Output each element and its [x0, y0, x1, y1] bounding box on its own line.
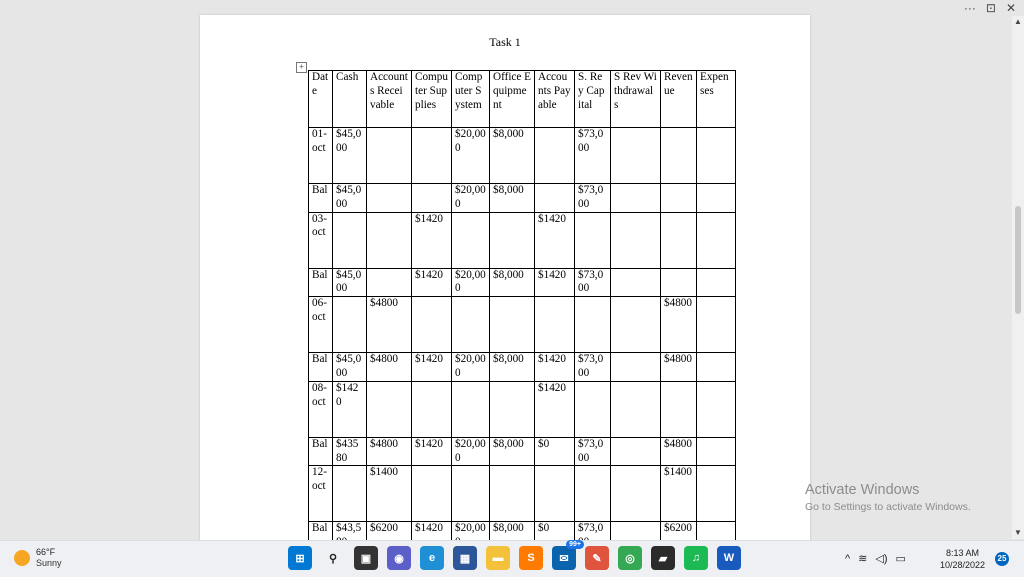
watermark-subtitle: Go to Settings to activate Windows.: [805, 501, 971, 513]
table-cell[interactable]: $20,000: [452, 268, 490, 297]
table-cell[interactable]: $43,5: [333, 522, 367, 551]
table-cell[interactable]: $8,000: [490, 437, 535, 466]
table-cell[interactable]: $20,000: [452, 437, 490, 466]
table-cell[interactable]: [575, 466, 611, 522]
activate-windows-watermark: [805, 482, 971, 513]
table-cell[interactable]: [452, 381, 490, 437]
table-cell[interactable]: [575, 381, 611, 437]
table-cell[interactable]: $1420: [333, 381, 367, 437]
table-cell[interactable]: [535, 466, 575, 522]
table-cell[interactable]: [661, 184, 697, 213]
table-row: [309, 381, 736, 437]
table-cell[interactable]: 03-oct: [309, 212, 333, 268]
table-cell[interactable]: Bal: [309, 522, 333, 551]
table-row: [309, 437, 736, 466]
table-row: [309, 128, 736, 184]
table-cell[interactable]: [535, 297, 575, 353]
table-cell[interactable]: $20,000: [452, 184, 490, 213]
table-cell[interactable]: $4800: [367, 297, 412, 353]
table-cell[interactable]: $1420: [535, 353, 575, 382]
table-cell[interactable]: $0: [535, 437, 575, 466]
table-cell[interactable]: [661, 381, 697, 437]
table-cell[interactable]: [697, 381, 736, 437]
column-header[interactable]: Accounts Receivable: [367, 71, 412, 128]
table-cell[interactable]: $1420: [412, 353, 452, 382]
table-cell[interactable]: [490, 381, 535, 437]
table-cell[interactable]: $1420: [535, 268, 575, 297]
watermark-title: Activate Windows: [805, 482, 920, 498]
sublime-icon[interactable]: [519, 546, 543, 570]
table-cell[interactable]: [367, 128, 412, 184]
table-cell[interactable]: [367, 268, 412, 297]
close-icon[interactable]: ✕: [1005, 1, 1016, 15]
table-cell[interactable]: $20,000: [452, 353, 490, 382]
table-cell[interactable]: [661, 128, 697, 184]
scroll-thumb[interactable]: [1015, 206, 1021, 314]
clock[interactable]: [940, 547, 985, 571]
table-cell[interactable]: [367, 212, 412, 268]
table-cell[interactable]: [333, 212, 367, 268]
table-cell[interactable]: 01-oct: [309, 128, 333, 184]
column-header[interactable]: Computer Supplies: [412, 71, 452, 128]
word-icon[interactable]: [717, 546, 741, 570]
table-cell[interactable]: [611, 268, 661, 297]
table-cell[interactable]: $1420: [412, 268, 452, 297]
column-header[interactable]: Expenses: [697, 71, 736, 128]
column-header[interactable]: Accounts Payable: [535, 71, 575, 128]
column-header[interactable]: S Rev Withdrawals: [611, 71, 661, 128]
table-cell[interactable]: $43580: [333, 437, 367, 466]
table-header-row: [309, 71, 736, 128]
spotify-icon[interactable]: [684, 546, 708, 570]
table-cell[interactable]: $1420: [412, 437, 452, 466]
table-cell[interactable]: [697, 212, 736, 268]
table-cell[interactable]: [535, 128, 575, 184]
table-cell[interactable]: $73,000: [575, 128, 611, 184]
sun-icon: [14, 550, 30, 566]
volume-icon[interactable]: ◁): [875, 553, 888, 565]
table-cell[interactable]: $20,00: [452, 522, 490, 551]
table-cell[interactable]: [611, 466, 661, 522]
table-cell[interactable]: $4800: [661, 353, 697, 382]
table-cell[interactable]: Bal: [309, 184, 333, 213]
table-cell[interactable]: Bal: [309, 353, 333, 382]
column-header[interactable]: Computer System: [452, 71, 490, 128]
table-cell[interactable]: $73,000: [575, 184, 611, 213]
scroll-down-icon[interactable]: ▼: [1014, 528, 1022, 537]
word-glyph: W: [723, 552, 735, 564]
sticky-notes-glyph: ▰: [658, 552, 668, 565]
table-cell[interactable]: [412, 297, 452, 353]
store-glyph: ▦: [459, 552, 471, 565]
edge-glyph: e: [428, 552, 436, 564]
table-row: [309, 297, 736, 353]
table-cell[interactable]: 12-oct: [309, 466, 333, 522]
table-cell[interactable]: [412, 128, 452, 184]
weather-temp: 66°F: [36, 547, 56, 557]
table-cell[interactable]: $73,0: [575, 522, 611, 551]
ledger-table[interactable]: [308, 70, 736, 551]
table-cell[interactable]: $45,000: [333, 268, 367, 297]
table-cell[interactable]: $8,000: [490, 268, 535, 297]
table-cell[interactable]: $6200: [661, 522, 697, 551]
edge-icon[interactable]: [420, 546, 444, 570]
table-row: [309, 212, 736, 268]
table-cell[interactable]: $4800: [661, 437, 697, 466]
table-cell[interactable]: 08-oct: [309, 381, 333, 437]
tray-chevron-icon[interactable]: ^: [845, 552, 851, 565]
sticky-notes-icon[interactable]: [651, 546, 675, 570]
table-cell[interactable]: [490, 297, 535, 353]
column-header[interactable]: Cash: [333, 71, 367, 128]
notification-badge[interactable]: 25: [995, 552, 1009, 566]
table-cell[interactable]: [611, 353, 661, 382]
table-cell[interactable]: [661, 212, 697, 268]
mail-icon[interactable]: [552, 541, 581, 570]
table-cell[interactable]: [452, 297, 490, 353]
table-cell[interactable]: [611, 297, 661, 353]
table-cell[interactable]: $1420: [535, 381, 575, 437]
vertical-scrollbar[interactable]: [1012, 16, 1024, 539]
table-cell[interactable]: $0: [535, 522, 575, 551]
table-cell[interactable]: [452, 466, 490, 522]
sublime-glyph: S: [527, 552, 535, 564]
system-tray: [845, 552, 906, 565]
table-cell[interactable]: $8,000: [490, 353, 535, 382]
table-cell[interactable]: [333, 466, 367, 522]
column-header[interactable]: Office Equipment: [490, 71, 535, 128]
table-cell[interactable]: [490, 212, 535, 268]
table-cell[interactable]: [697, 466, 736, 522]
column-header[interactable]: S. Rey Capital: [575, 71, 611, 128]
table-cell[interactable]: [611, 381, 661, 437]
table-cell[interactable]: $8,000: [490, 128, 535, 184]
table-row: [309, 353, 736, 382]
table-cell[interactable]: $1420: [412, 522, 452, 551]
table-cell[interactable]: $8,000: [490, 184, 535, 213]
table-row: [309, 268, 736, 297]
table-cell[interactable]: $1420: [412, 212, 452, 268]
file-explorer-icon[interactable]: [486, 546, 510, 570]
table-cell[interactable]: [452, 212, 490, 268]
window-controls: [964, 0, 1016, 16]
document-title: Task 1: [489, 35, 521, 49]
weather-condition: Sunny: [36, 558, 62, 568]
table-cell[interactable]: $73,000: [575, 437, 611, 466]
mail-glyph: ✉: [559, 552, 569, 565]
taskbar: [0, 540, 1024, 577]
task-view-icon[interactable]: [354, 546, 378, 570]
table-cell[interactable]: $4800: [661, 297, 697, 353]
table-cell[interactable]: Bal: [309, 437, 333, 466]
table-cell[interactable]: $45,000: [333, 353, 367, 382]
table-cell[interactable]: [697, 184, 736, 213]
spotify-glyph: ♫: [691, 552, 701, 564]
table-cell[interactable]: $20,000: [452, 128, 490, 184]
store-icon[interactable]: [453, 546, 477, 570]
table-cell[interactable]: $45,000: [333, 184, 367, 213]
mail-badge: 99+: [566, 540, 584, 549]
table-cell[interactable]: $4800: [367, 437, 412, 466]
table-cell[interactable]: [611, 184, 661, 213]
wifi-icon[interactable]: ≋: [858, 553, 868, 565]
file-explorer-glyph: ▬: [492, 552, 504, 564]
more-options-icon[interactable]: ···: [963, 1, 976, 15]
table-row: [309, 184, 736, 213]
battery-icon[interactable]: ▭: [895, 553, 906, 565]
taskbar-apps: [288, 541, 741, 570]
table-cell[interactable]: $1420: [535, 212, 575, 268]
start-glyph: ⊞: [295, 552, 305, 565]
paint-glyph: ✎: [592, 552, 602, 565]
restore-icon[interactable]: ⊡: [985, 1, 996, 15]
table-cell[interactable]: [697, 128, 736, 184]
task-view-glyph: ▣: [360, 552, 372, 565]
search-icon[interactable]: [321, 546, 345, 570]
column-header[interactable]: Revenue: [661, 71, 697, 128]
table-cell[interactable]: [575, 212, 611, 268]
table-cell[interactable]: $73,000: [575, 353, 611, 382]
table-cell[interactable]: [333, 297, 367, 353]
table-cell[interactable]: [697, 268, 736, 297]
clock-date: 10/28/2022: [940, 560, 986, 570]
table-cell[interactable]: $8,000: [490, 522, 535, 551]
column-header[interactable]: Date: [309, 71, 333, 128]
table-cell[interactable]: [575, 297, 611, 353]
table-cell[interactable]: $6200: [367, 522, 412, 551]
table-cell[interactable]: [412, 381, 452, 437]
table-cell[interactable]: $45,000: [333, 128, 367, 184]
table-cell[interactable]: [611, 128, 661, 184]
document-page[interactable]: [200, 15, 810, 555]
table-cell[interactable]: [535, 184, 575, 213]
table-cell[interactable]: $1400: [367, 466, 412, 522]
chat-icon[interactable]: [387, 546, 411, 570]
table-cell[interactable]: $73,000: [575, 268, 611, 297]
table-cell[interactable]: [611, 437, 661, 466]
table-cell[interactable]: [697, 297, 736, 353]
table-cell[interactable]: [697, 353, 736, 382]
chrome-icon[interactable]: [618, 546, 642, 570]
table-cell[interactable]: [661, 268, 697, 297]
table-cell[interactable]: [490, 466, 535, 522]
table-move-handle-icon[interactable]: +: [296, 62, 307, 73]
paint-icon[interactable]: [585, 546, 609, 570]
search-glyph: ⚲: [328, 552, 338, 565]
table-cell[interactable]: [611, 212, 661, 268]
table-cell[interactable]: Bal: [309, 268, 333, 297]
table-cell[interactable]: [412, 466, 452, 522]
table-cell[interactable]: [367, 381, 412, 437]
table-cell[interactable]: $1400: [661, 466, 697, 522]
table-cell[interactable]: [412, 184, 452, 213]
table-row: [309, 466, 736, 522]
table-cell[interactable]: 06-oct: [309, 297, 333, 353]
table-cell[interactable]: [697, 437, 736, 466]
weather-widget[interactable]: [14, 547, 62, 569]
chat-glyph: ◉: [394, 552, 404, 565]
clock-time: 8:13 AM: [946, 548, 980, 558]
table-cell[interactable]: [367, 184, 412, 213]
chrome-glyph: ◎: [625, 552, 635, 565]
table-cell[interactable]: $4800: [367, 353, 412, 382]
scroll-up-icon[interactable]: ▲: [1014, 17, 1022, 26]
start-icon[interactable]: [288, 546, 312, 570]
